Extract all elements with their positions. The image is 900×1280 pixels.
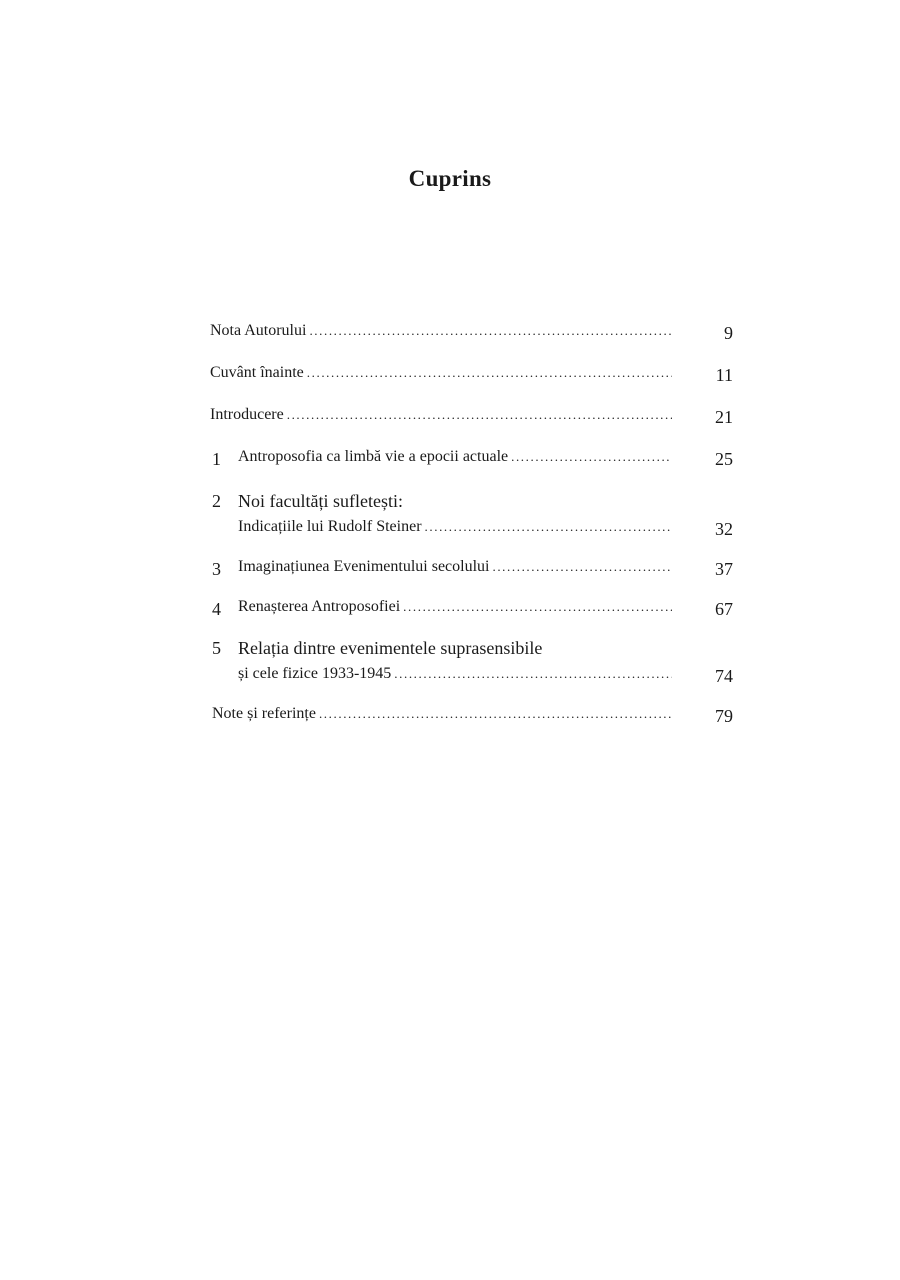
chapter-number: 2 [212, 491, 221, 511]
dot-leader [425, 519, 672, 535]
toc-entry-label-line-1[interactable]: Noi facultăți sufletești: [238, 491, 403, 511]
toc-entry-page-number: 11 [715, 365, 733, 385]
toc-entry-page-number: 21 [715, 407, 733, 427]
toc-entry-label: Imaginațiunea Evenimentului secolului [238, 558, 490, 575]
dot-leader [287, 407, 672, 423]
toc-entry-label: Cuvânt înainte [210, 364, 304, 381]
toc-entry-label: Indicațiile lui Rudolf Steiner [238, 518, 422, 535]
toc-entry-page-number: 32 [715, 519, 733, 539]
dot-leader [309, 323, 672, 339]
toc-entry-chapter-1[interactable] [238, 448, 672, 470]
toc-entry-page-number: 25 [715, 449, 733, 469]
toc-entry-label: Antroposofia ca limbă vie a epocii actuale [238, 448, 509, 465]
toc-entry-nota-autorului[interactable] [210, 322, 672, 344]
chapter-number: 4 [212, 599, 221, 619]
dot-leader [492, 559, 672, 575]
toc-entry-label: Nota Autorului [210, 322, 307, 339]
toc-entry-label: Introducere [210, 406, 284, 423]
toc-entry-page-number: 79 [715, 706, 733, 726]
toc-entry-note-si-referinte[interactable] [212, 705, 672, 727]
toc-entry-label: Renașterea Antroposofiei [238, 598, 401, 615]
dot-leader [511, 449, 672, 465]
toc-entry-chapter-4[interactable] [238, 598, 672, 620]
toc-entry-label: și cele fizice 1933-1945 [238, 665, 392, 682]
toc-entry-label-line-1[interactable]: Relația dintre evenimentele suprasensibile [238, 638, 543, 658]
page-title: Cuprins [408, 166, 492, 191]
toc-entry-chapter-2[interactable] [238, 518, 672, 540]
toc-entry-cuvant-inainte[interactable] [210, 364, 672, 386]
toc-entry-page-number: 9 [724, 323, 733, 343]
dot-leader [319, 706, 672, 722]
dot-leader [403, 599, 672, 615]
chapter-number: 1 [212, 449, 221, 469]
chapter-number: 5 [212, 638, 221, 658]
dot-leader [394, 666, 672, 682]
toc-entry-page-number: 37 [715, 559, 733, 579]
toc-entry-introducere[interactable] [210, 406, 672, 428]
toc-entry-page-number: 67 [715, 599, 733, 619]
toc-entry-label: Note și referințe [212, 705, 316, 722]
toc-entry-chapter-5[interactable] [238, 665, 672, 687]
chapter-number: 3 [212, 559, 221, 579]
dot-leader [307, 365, 672, 381]
toc-entry-page-number: 74 [715, 666, 733, 686]
toc-entry-chapter-3[interactable] [238, 558, 672, 580]
